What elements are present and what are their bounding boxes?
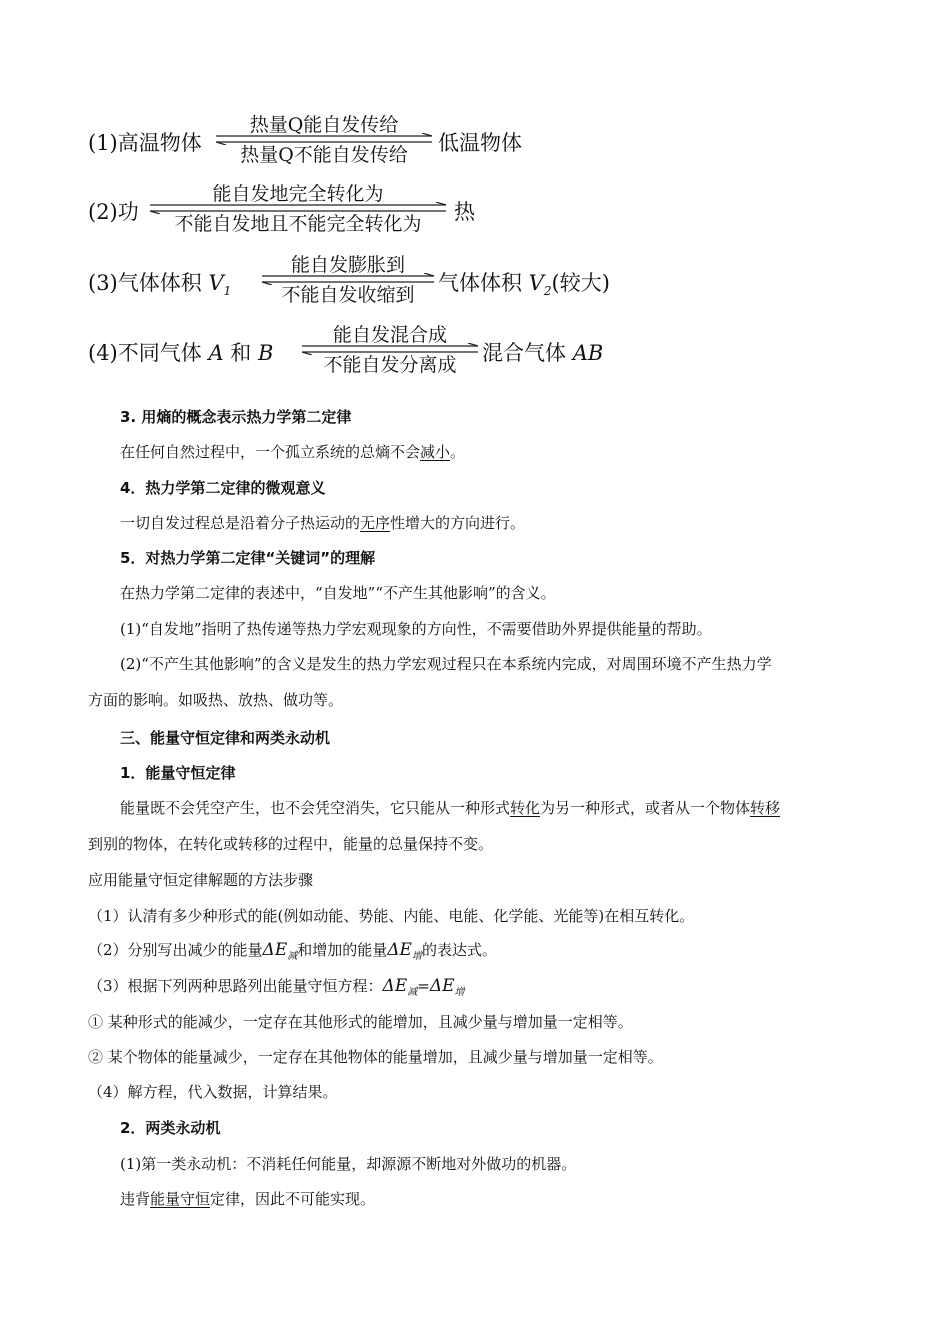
- relation-2: [88, 183, 508, 239]
- text-run: 的表达式。: [421, 941, 497, 959]
- gas-a-symbol: A: [208, 341, 224, 365]
- relation-rhs: [438, 270, 610, 304]
- section-5-point-1: (1)“自发地”指明了热传递等热力学宏观现象的方向性，不需要借助外界提供能量的帮助。: [120, 620, 712, 638]
- fill-blank: 转化: [510, 799, 541, 817]
- perpetual-motion-heading: 2．两类永动机: [120, 1119, 221, 1137]
- relation-lhs-text: (3)气体体积: [88, 271, 202, 295]
- method-title: 应用能量守恒定律解题的方法步骤: [88, 871, 314, 889]
- method-idea-2: ② 某个物体的能量减少，一定存在其他物体的能量增加，且减少量与增加量一定相等。: [88, 1048, 663, 1066]
- arrow-top-label: 能自发膨胀到: [290, 254, 405, 276]
- equals-sign: =: [417, 977, 430, 995]
- relation-4: [88, 324, 628, 380]
- text-run: 定律，因此不可能实现。: [210, 1190, 376, 1208]
- part-3-heading: 三、能量守恒定律和两类永动机: [120, 729, 331, 747]
- relation-lhs: (1)高温物体: [88, 131, 202, 155]
- reversible-arrow: [148, 183, 448, 239]
- delta-e-symbol: ΔE: [382, 976, 408, 996]
- reversible-arrow: [214, 114, 434, 170]
- text-run: （2）分别写出减少的能量: [88, 941, 263, 959]
- fill-blank: 转移: [750, 799, 781, 817]
- section-5-point-2: (2)“不产生其他影响”的含义是发生的热力学宏观过程只在本系统内完成，对周围环境不产生热力学: [120, 655, 772, 673]
- text-run: 能量既不会凭空产生，也不会凭空消失，它只能从一种形式: [120, 799, 511, 817]
- volume-symbol: V: [528, 271, 544, 295]
- relation-rhs-text: 混合气体: [482, 341, 566, 365]
- relation-3: [88, 254, 648, 310]
- relation-lhs: [88, 340, 273, 366]
- relation-rhs: 低温物体: [438, 131, 522, 155]
- relation-lhs: (2)功: [88, 200, 139, 224]
- fill-blank: 减小: [420, 443, 451, 461]
- delta-e-symbol: ΔE: [387, 940, 412, 960]
- fill-blank: 能量守恒: [150, 1190, 211, 1208]
- method-step-3: [88, 976, 465, 1003]
- subscript-decrease: 减: [407, 987, 418, 998]
- relation-rhs: [482, 340, 603, 366]
- relation-rhs: 热: [454, 200, 475, 224]
- section-5-intro: 在热力学第二定律的表述中，“自发地”“不产生其他影响”的含义。: [120, 584, 556, 602]
- subscript-increase: 增: [454, 987, 465, 998]
- reversible-arrow: [300, 324, 480, 380]
- section-5-point-2-cont: 方面的影响。如吸热、放热、做功等。: [88, 691, 344, 709]
- arrow-top-label: 能自发混合成: [332, 324, 447, 346]
- arrow-bottom-label: 不能自发地且不能完全转化为: [174, 213, 422, 235]
- delta-e-symbol: ΔE: [429, 976, 455, 996]
- volume-symbol: V: [208, 271, 224, 295]
- arrow-top-label: 热量Q能自发传给: [249, 114, 399, 136]
- text-run: 在任何自然过程中，一个孤立系统的总熵不会: [120, 443, 421, 461]
- section-3-heading: 3. 用熵的概念表示热力学第二定律: [120, 408, 352, 426]
- relation-rhs-text: 气体体积: [438, 271, 522, 295]
- section-3-text: [120, 442, 465, 462]
- text-run: 一切自发过程总是沿着分子热运动的: [120, 514, 361, 532]
- method-idea-1: ① 某种形式的能减少，一定存在其他形式的能增加，且减少量与增加量一定相等。: [88, 1013, 633, 1031]
- text-run: （3）根据下列两种思路列出能量守恒方程：: [88, 977, 383, 995]
- text-run: 性增大的方向进行。: [390, 514, 526, 532]
- energy-law-line-2: 到别的物体，在转化或转移的过程中，能量的总量保持不变。: [88, 835, 494, 853]
- method-step-2: [88, 940, 497, 967]
- delta-e-symbol: ΔE: [262, 940, 288, 960]
- perpetual-motion-1-note: [120, 1189, 375, 1209]
- subscript-increase: 增: [411, 951, 422, 962]
- subscript-decrease: 减: [287, 951, 298, 962]
- method-step-4: （4）解方程，代入数据，计算结果。: [88, 1083, 338, 1101]
- text-run: 和增加的能量: [297, 941, 388, 959]
- relation-1: [88, 114, 568, 170]
- perpetual-motion-1: (1)第一类永动机：不消耗任何能量，却源源不断地对外做功的机器。: [120, 1155, 577, 1173]
- volume-subscript: 2: [543, 284, 552, 298]
- fill-blank: 无序: [360, 514, 391, 532]
- method-step-1: （1）认清有多少种形式的能(例如动能、势能、内能、电能、化学能、光能等)在相互转化。: [88, 907, 695, 925]
- section-4-text: [120, 513, 525, 533]
- volume-subscript: 1: [223, 284, 232, 298]
- mixture-symbol: AB: [572, 341, 604, 365]
- text-run: 。: [450, 443, 466, 461]
- arrow-bottom-label: 不能自发分离成: [323, 354, 457, 376]
- text-run: 为另一种形式，或者从一个物体: [540, 799, 751, 817]
- energy-conservation-heading: 1．能量守恒定律: [120, 764, 236, 782]
- relation-lhs-text: (4)不同气体: [88, 341, 202, 365]
- arrow-top-label: 能自发地完全转化为: [212, 183, 384, 205]
- text-run: 违背: [120, 1190, 151, 1208]
- relation-rhs-tail: (较大): [551, 271, 610, 295]
- relation-lhs: [88, 270, 231, 304]
- reversible-arrow: [260, 254, 436, 310]
- energy-law-line-1: [120, 798, 780, 818]
- gas-b-symbol: B: [257, 341, 274, 365]
- arrow-bottom-label: 不能自发收缩到: [281, 284, 415, 306]
- section-4-heading: 4．热力学第二定律的微观意义: [120, 479, 326, 497]
- section-5-heading: 5．对热力学第二定律“关键词”的理解: [120, 549, 376, 567]
- arrow-bottom-label: 热量Q不能自发传给: [240, 144, 408, 166]
- relation-and: 和: [230, 341, 252, 365]
